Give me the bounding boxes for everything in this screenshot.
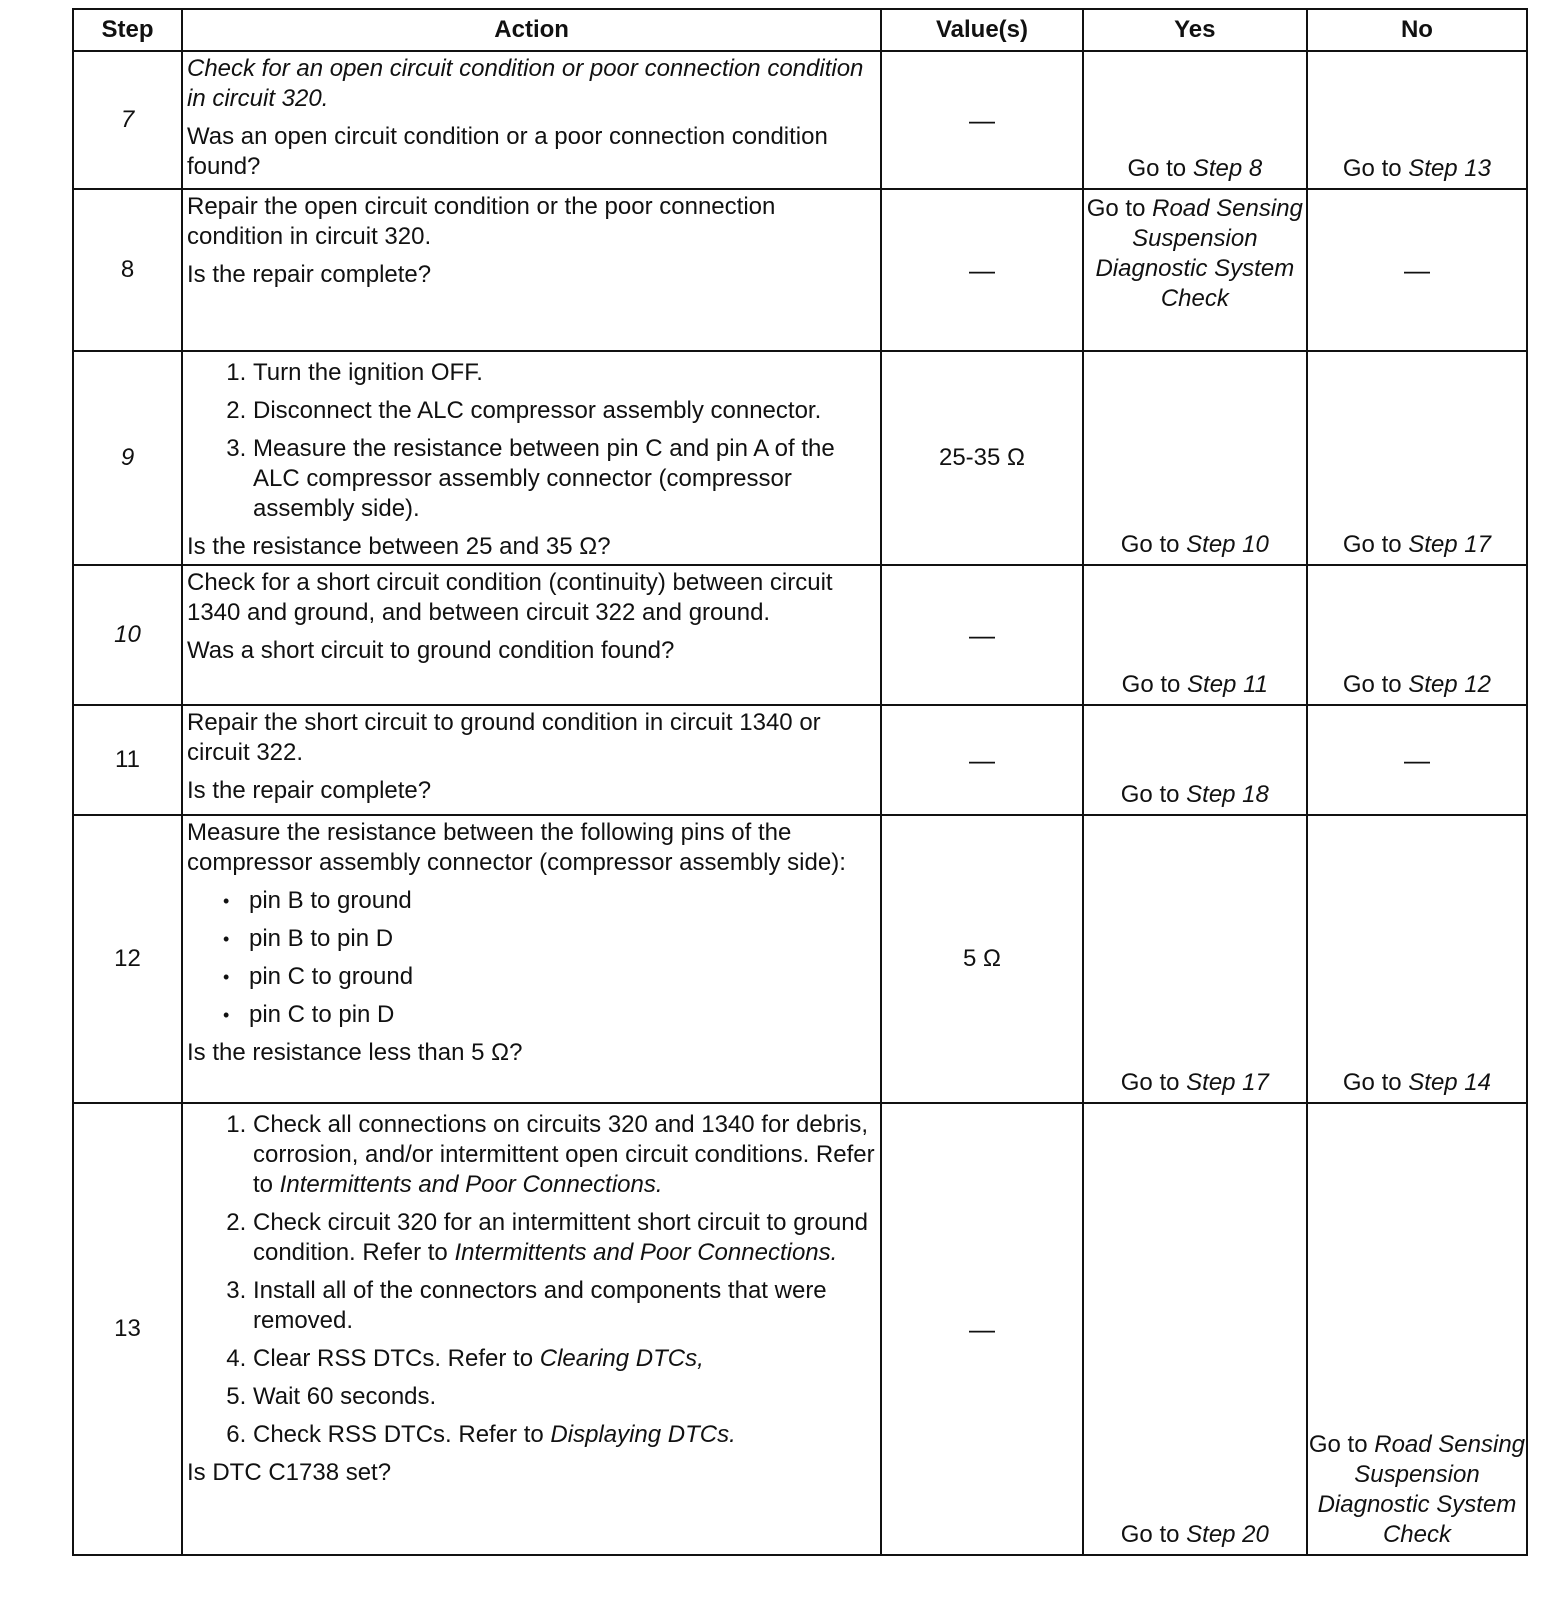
table-row <box>73 705 1527 815</box>
no-cell: Go to Step 12 <box>1307 565 1527 705</box>
action-text: Measure the resistance between the following pins of the compressor assembly connector (compressor assembly side): <box>186 819 846 876</box>
action-question: Is DTC C1738 set? <box>186 1459 392 1486</box>
yes-cell: Go to Step 17 <box>1083 815 1307 1103</box>
no-link[interactable]: Step 12 <box>1408 671 1491 698</box>
list-item: • pin C to pin D <box>249 1000 876 1030</box>
value-cell: — <box>881 51 1083 189</box>
table-row <box>73 189 1527 351</box>
action-question: Is the resistance between 25 and 35 Ω? <box>186 533 611 560</box>
yes-cell: Go to Step 20 <box>1083 1103 1307 1555</box>
yes-link[interactable]: Step 11 <box>1187 671 1268 698</box>
no-cell: Go to Step 14 <box>1307 815 1527 1103</box>
reference-link[interactable]: Intermittents and Poor Connections. <box>279 1171 663 1198</box>
action-text: Repair the open circuit condition or the poor connection condition in circuit 320. <box>186 193 776 250</box>
value-cell: — <box>881 189 1083 351</box>
list-item: 2. Check circuit 320 for an intermittent short circuit to ground condition. Refer to Intermittents and Poor Connections. <box>253 1208 876 1268</box>
yes-link[interactable]: Step 8 <box>1192 155 1263 182</box>
yes-link[interactable]: Step 20 <box>1186 1521 1269 1548</box>
action-cell <box>182 565 881 705</box>
action-cell <box>182 189 881 351</box>
table-row <box>73 51 1527 189</box>
table-row <box>73 351 1527 565</box>
action-text: Repair the short circuit to ground condition in circuit 1340 or circuit 322. <box>186 709 821 766</box>
action-steps <box>187 358 876 524</box>
value-cell: — <box>881 565 1083 705</box>
list-item: 1. Turn the ignition OFF. <box>253 358 876 388</box>
reference-link[interactable]: Clearing DTCs, <box>539 1345 704 1372</box>
list-item: • pin B to pin D <box>249 924 876 954</box>
yes-cell: Go to Step 18 <box>1083 705 1307 815</box>
diagnostic-table-page <box>72 8 1528 1556</box>
value-cell: — <box>881 705 1083 815</box>
yes-link[interactable]: Step 18 <box>1186 781 1269 808</box>
step-number: 8 <box>73 189 182 351</box>
table-row <box>73 815 1527 1103</box>
reference-link[interactable]: Intermittents and Poor Connections. <box>454 1239 838 1266</box>
pin-list <box>187 886 876 1030</box>
header-step: Step <box>73 9 182 51</box>
yes-cell: Go to Step 10 <box>1083 351 1307 565</box>
no-cell: — <box>1307 189 1527 351</box>
action-cell <box>182 705 881 815</box>
step-number: 13 <box>73 1103 182 1555</box>
diagnostic-table <box>72 8 1528 1556</box>
header-values: Value(s) <box>881 9 1083 51</box>
value-cell: 5 Ω <box>881 815 1083 1103</box>
yes-link[interactable]: Road Sensing Suspension Diagnostic System Check <box>1095 195 1303 312</box>
action-question: Was an open circuit condition or a poor connection condition found? <box>186 123 828 180</box>
yes-cell: Go to Step 11 <box>1083 565 1307 705</box>
value-cell: 25-35 Ω <box>881 351 1083 565</box>
step-number: 7 <box>73 51 182 189</box>
action-text: Check for an open circuit condition or poor connection condition in circuit 320. <box>186 55 864 112</box>
step-number: 11 <box>73 705 182 815</box>
action-steps <box>187 1110 876 1450</box>
action-question: Is the repair complete? <box>186 261 432 288</box>
no-link[interactable]: Step 13 <box>1408 155 1491 182</box>
no-link[interactable]: Road Sensing Suspension Diagnostic System Check <box>1317 1431 1526 1548</box>
step-number: 9 <box>73 351 182 565</box>
yes-link[interactable]: Step 10 <box>1186 531 1269 558</box>
no-cell: Go to Road Sensing Suspension Diagnostic System Check <box>1307 1103 1527 1555</box>
no-link[interactable]: Step 14 <box>1408 1069 1491 1096</box>
list-item: 4. Clear RSS DTCs. Refer to Clearing DTCs, <box>253 1344 876 1374</box>
action-question: Was a short circuit to ground condition found? <box>186 637 675 664</box>
action-text: Check for a short circuit condition (continuity) between circuit 1340 and ground, and between circuit 322 and ground. <box>186 569 833 626</box>
step-number: 10 <box>73 565 182 705</box>
value-cell: — <box>881 1103 1083 1555</box>
list-item: 3. Install all of the connectors and components that were removed. <box>253 1276 876 1336</box>
list-item: 2. Disconnect the ALC compressor assembly connector. <box>253 396 876 426</box>
action-cell <box>182 351 881 565</box>
list-item: 5. Wait 60 seconds. <box>253 1382 876 1412</box>
table-row <box>73 1103 1527 1555</box>
yes-cell: Go to Step 8 <box>1083 51 1307 189</box>
list-item: 3. Measure the resistance between pin C and pin A of the ALC compressor assembly connector (compressor assembly side). <box>253 434 876 524</box>
header-no: No <box>1307 9 1527 51</box>
table-row <box>73 565 1527 705</box>
yes-cell: Go to Road Sensing Suspension Diagnostic System Check <box>1083 189 1307 351</box>
header-action: Action <box>182 9 881 51</box>
no-cell: Go to Step 13 <box>1307 51 1527 189</box>
action-question: Is the repair complete? <box>186 777 432 804</box>
action-cell <box>182 51 881 189</box>
list-item: • pin B to ground <box>249 886 876 916</box>
no-cell: Go to Step 17 <box>1307 351 1527 565</box>
action-cell <box>182 1103 881 1555</box>
header-yes: Yes <box>1083 9 1307 51</box>
action-question: Is the resistance less than 5 Ω? <box>186 1039 523 1066</box>
list-item: 6. Check RSS DTCs. Refer to Displaying DTCs. <box>253 1420 876 1450</box>
list-item: • pin C to ground <box>249 962 876 992</box>
table-header-row <box>73 9 1527 51</box>
no-link[interactable]: Step 17 <box>1408 531 1491 558</box>
list-item: 1. Check all connections on circuits 320 and 1340 for debris, corrosion, and/or intermittent open circuit conditions. Refer to Intermittents and Poor Connections. <box>253 1110 876 1200</box>
yes-link[interactable]: Step 17 <box>1186 1069 1269 1096</box>
no-cell: — <box>1307 705 1527 815</box>
step-number: 12 <box>73 815 182 1103</box>
action-cell <box>182 815 881 1103</box>
reference-link[interactable]: Displaying DTCs. <box>550 1421 736 1448</box>
